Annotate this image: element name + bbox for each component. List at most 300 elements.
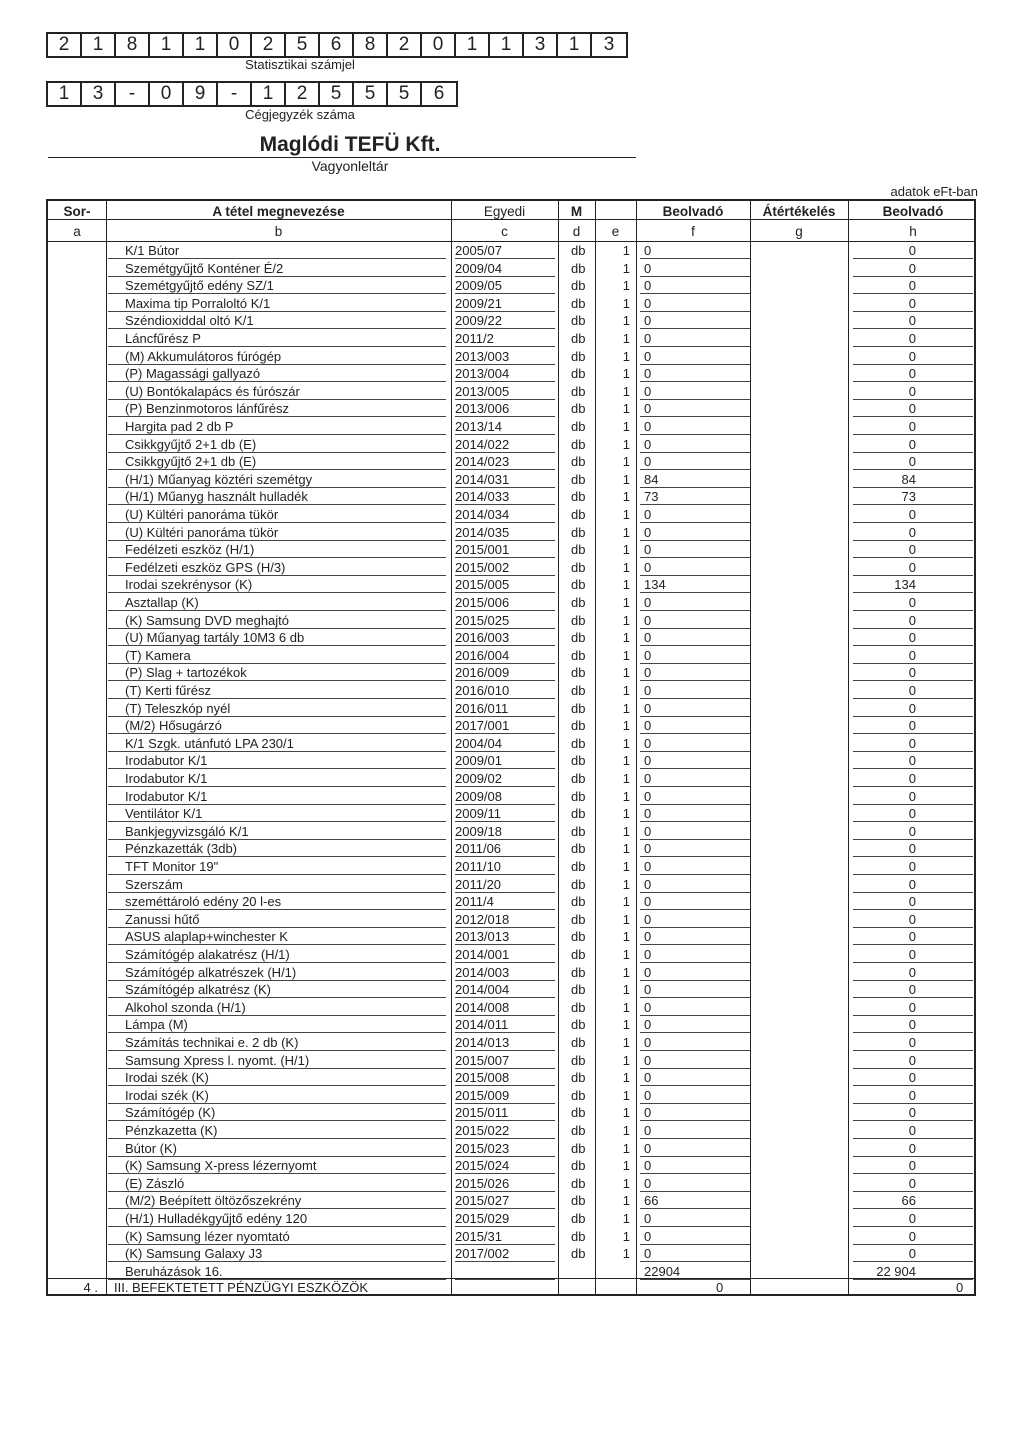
item-unit: db [571,612,586,628]
item-name: (T) Kamera [125,647,191,663]
item-qty: 1 [622,383,630,399]
item-merged-total: 0 [908,313,916,329]
reg-digit: 2 [286,83,320,105]
item-unit: db [571,806,586,822]
item-merged-value: 0 [644,929,652,945]
table-row [48,453,974,471]
reg-digit: - [218,83,252,105]
item-id: 2009/11 [455,806,502,822]
item-qty: 1 [622,823,630,839]
stat-digit: 2 [48,34,82,56]
item-unit: db [571,788,586,804]
item-qty: 1 [622,612,630,628]
item-merged-total: 0 [908,1105,916,1121]
item-qty: 1 [622,243,630,258]
reg-digit: 1 [252,83,286,105]
item-name: Számítógép alkatrészek (H/1) [125,964,297,980]
table-row [48,1245,974,1263]
item-qty: 1 [622,1193,630,1209]
item-name: Irodabutor K/1 [125,788,208,804]
item-name: (T) Teleszkóp nyél [125,700,231,716]
item-merged-total: 0 [908,260,916,276]
item-unit: db [571,507,586,522]
item-qty: 1 [622,313,630,329]
item-qty: 1 [622,1087,630,1103]
item-unit: db [571,859,586,874]
reg-digit: 0 [150,83,184,105]
table-row [48,735,974,753]
item-merged-total: 0 [908,278,916,294]
item-merged-value: 0 [644,1105,652,1121]
item-qty: 1 [622,577,630,593]
item-unit: db [571,542,586,558]
header-item-name: A tétel megnevezése [212,204,345,219]
item-unit: db [571,348,586,364]
item-name: Irodabutor K/1 [125,771,208,786]
item-merged-total: 0 [908,559,916,575]
table-row [48,664,974,682]
item-merged-value: 0 [644,647,652,663]
item-merged-total: 0 [908,454,916,470]
item-id: 2005/07 [455,243,502,258]
item-id: 2015/001 [455,542,510,558]
stat-digit: 1 [82,34,116,56]
item-unit: db [571,982,586,998]
table-row [48,946,974,964]
item-merged-value: 0 [644,911,652,927]
item-unit: db [571,295,586,311]
table-row [48,823,974,841]
item-id: 2014/004 [455,982,510,998]
item-name: Szemétgyűjtő edény SZ/1 [125,278,274,294]
item-merged-total: 0 [908,718,916,734]
item-unit: db [571,419,586,434]
item-name: (P) Slag + tartozékok [125,665,247,681]
item-qty: 1 [622,401,630,417]
item-id: 2009/05 [455,278,502,294]
item-unit: db [571,1052,586,1068]
item-name: Számítás technikai e. 2 db (K) [125,1035,299,1050]
item-name: Samsung Xpress l. nyomt. (H/1) [125,1052,310,1068]
item-merged-value: 0 [644,735,652,751]
reg-digit: - [116,83,150,105]
table-row [48,1192,974,1210]
stat-digit: 1 [558,34,592,56]
item-name: Számítógép alakatrész (H/1) [125,947,290,962]
item-name: (K) Samsung lézer nyomtató [125,1228,290,1244]
item-merged-value: 0 [644,823,652,839]
item-unit: db [571,260,586,276]
item-merged-total: 84 [901,471,916,487]
item-qty: 1 [622,507,630,522]
table-row [48,717,974,735]
item-unit: db [571,929,586,945]
inventory-table [46,199,976,1296]
item-merged-value: 0 [644,436,652,452]
item-qty: 1 [622,894,630,910]
item-name: Bankjegyvizsgáló K/1 [125,823,249,839]
table-row [48,1087,974,1105]
item-unit: db [571,595,586,610]
item-unit: db [571,700,586,716]
item-unit: db [571,1070,586,1086]
item-name: Asztallap (K) [125,595,199,610]
item-name: Csikkgyűjtő 2+1 db (E) [125,454,257,470]
item-merged-total: 0 [908,841,916,857]
item-id: 2016/003 [455,630,510,646]
item-id: 2015/029 [455,1211,510,1226]
stat-digit: 3 [603,34,615,55]
item-merged-value: 0 [644,753,652,769]
item-merged-value: 0 [644,559,652,575]
item-qty: 1 [622,735,630,751]
item-merged-value: 22904 [644,1263,681,1279]
item-merged-total: 134 [894,577,916,593]
item-merged-value: 0 [644,507,652,522]
item-qty: 1 [622,700,630,716]
item-merged-value: 0 [644,1158,652,1174]
item-qty: 1 [622,542,630,558]
item-merged-value: 0 [644,419,652,434]
table-row [48,700,974,718]
table-row [48,471,974,489]
item-unit: db [571,876,586,892]
item-unit: db [571,366,586,382]
statistical-number-boxes [46,32,628,58]
item-merged-total: 0 [908,366,916,382]
item-name: Fedélzeti eszköz (H/1) [125,542,255,558]
item-merged-value: 0 [644,718,652,734]
table-row [48,1140,974,1158]
item-id: 2009/04 [455,260,502,276]
item-qty: 1 [622,1228,630,1244]
item-unit: db [571,524,586,540]
letter-e: e [611,224,620,239]
item-unit: db [571,823,586,839]
item-id: 2017/002 [455,1246,510,1262]
item-id: 2014/011 [455,1017,509,1033]
item-qty: 1 [622,718,630,734]
item-merged-total: 0 [908,331,916,346]
table-row [48,999,974,1017]
item-merged-value: 0 [644,1087,652,1103]
item-unit: db [571,999,586,1015]
letter-g: g [795,224,803,239]
item-qty: 1 [622,471,630,487]
item-unit: db [571,665,586,681]
item-merged-total: 0 [908,753,916,769]
item-name: (U) Bontókalapács és fúrószár [125,383,300,399]
item-unit: db [571,771,586,786]
item-merged-value: 84 [644,471,659,487]
reg-digit: 3 [82,83,116,105]
item-id: 2009/08 [455,788,502,804]
item-merged-value: 0 [644,243,652,258]
item-unit: db [571,401,586,417]
item-name: (P) Magassági gallyazó [125,366,261,382]
item-id: 2014/013 [455,1035,510,1050]
item-merged-value: 0 [644,454,652,470]
item-id: 2011/06 [455,841,502,857]
item-id: 2014/022 [455,436,510,452]
table-row [48,541,974,559]
item-merged-value: 0 [644,612,652,628]
item-id: 2013/14 [455,419,502,434]
table-row [48,436,974,454]
table-row [48,400,974,418]
item-name: szeméttároló edény 20 l-es [125,894,282,910]
item-id: 2015/006 [455,595,510,610]
item-id: 2013/003 [455,348,510,364]
table-row [48,928,974,946]
item-merged-value: 0 [644,999,652,1015]
item-qty: 1 [622,1158,630,1174]
item-merged-total: 0 [908,876,916,892]
item-qty: 1 [622,806,630,822]
item-merged-value: 0 [644,841,652,857]
item-qty: 1 [622,841,630,857]
stat-digit: 1 [184,34,218,56]
item-merged-value: 0 [644,524,652,540]
item-merged-value: 0 [644,1246,652,1262]
item-qty: 1 [622,859,630,874]
stat-digit: 2 [388,34,422,56]
item-merged-total: 0 [908,1052,916,1068]
item-qty: 1 [622,630,630,646]
item-merged-value: 0 [644,595,652,610]
item-unit: db [571,647,586,663]
item-unit: db [571,278,586,294]
item-merged-total: 0 [908,929,916,945]
header-unit: M [570,204,583,219]
table-row [48,348,974,366]
item-id: 2012/018 [455,911,510,927]
table-row [48,576,974,594]
item-id: 2011/2 [455,331,494,346]
item-merged-total: 0 [908,348,916,364]
item-merged-total: 0 [908,295,916,311]
item-merged-total: 0 [908,1246,916,1262]
item-unit: db [571,383,586,399]
stat-digit: 8 [354,34,388,56]
item-merged-value: 0 [644,401,652,417]
item-name: (U) Kültéri panoráma tükör [125,507,279,522]
item-merged-total: 0 [908,436,916,452]
item-id: 2014/003 [455,964,510,980]
item-id: 2013/013 [455,929,510,945]
item-merged-total: 0 [908,964,916,980]
table-row [48,1157,974,1175]
item-merged-total: 0 [908,1228,916,1244]
item-unit: db [571,630,586,646]
item-qty: 1 [622,999,630,1015]
item-id: 2013/006 [455,401,510,417]
item-id: 2016/011 [455,700,509,716]
item-merged-value: 0 [644,771,652,786]
item-name: K/1 Szgk. utánfutó LPA 230/1 [125,735,294,751]
item-name: Beruházások 16. [125,1263,223,1279]
item-name: Pénzkazetta (K) [125,1123,218,1138]
item-unit: db [571,489,586,505]
table-row [48,524,974,542]
item-merged-value: 0 [644,1017,652,1033]
item-qty: 1 [622,419,630,434]
reg-digit: 6 [433,83,445,104]
stat-digit: 1 [456,34,490,56]
table-row [48,840,974,858]
item-qty: 1 [622,647,630,663]
item-qty: 1 [622,1052,630,1068]
footer-row [48,1279,974,1297]
table-row [48,629,974,647]
item-unit: db [571,1193,586,1209]
item-unit: db [571,683,586,698]
item-merged-total: 0 [908,859,916,874]
item-name: K/1 Bútor [125,243,180,258]
item-merged-value: 0 [644,1035,652,1050]
item-qty: 1 [622,278,630,294]
table-row [48,1034,974,1052]
item-name: (P) Benzinmotoros lánfűrész [125,401,290,417]
item-unit: db [571,1175,586,1191]
item-name: Fedélzeti eszköz GPS (H/3) [125,559,286,575]
item-name: Ventilátor K/1 [125,806,203,822]
table-row [48,1210,974,1228]
letter-h: h [909,224,917,239]
stat-digit: 2 [252,34,286,56]
item-merged-value: 0 [644,278,652,294]
item-merged-total: 0 [908,982,916,998]
table-row [48,752,974,770]
item-qty: 1 [622,771,630,786]
item-qty: 1 [622,559,630,575]
item-name: (H/1) Műanyg használt hulladék [125,489,308,505]
item-merged-value: 0 [644,260,652,276]
item-qty: 1 [622,911,630,927]
table-row [48,383,974,401]
table-row [48,858,974,876]
header-sor: Sor- [63,204,91,219]
item-id: 2015/008 [455,1070,510,1086]
letter-b: b [274,224,283,239]
table-row [48,805,974,823]
item-qty: 1 [622,1246,630,1262]
table-row [48,1122,974,1140]
item-merged-value: 0 [644,683,652,698]
item-merged-value: 0 [644,1070,652,1086]
item-merged-value: 0 [644,1228,652,1244]
item-merged-value: 73 [644,489,659,505]
item-id: 2004/04 [455,735,502,751]
table-row [48,893,974,911]
item-id: 2014/035 [455,524,510,540]
item-id: 2014/031 [455,471,510,487]
item-merged-total: 0 [908,999,916,1015]
item-merged-total: 0 [908,1158,916,1174]
item-qty: 1 [622,1035,630,1050]
item-id: 2011/10 [455,859,502,874]
item-name: Irodabutor K/1 [125,753,208,769]
document-subtitle: Vagyonleltár [311,158,389,174]
table-row [48,876,974,894]
item-unit: db [571,1017,586,1033]
item-name: Lámpa (M) [125,1017,188,1033]
table-row [48,506,974,524]
item-merged-value: 0 [644,366,652,382]
stat-digit: 5 [286,34,320,56]
reg-digit: 5 [388,83,422,105]
table-row [48,964,974,982]
table-row [48,277,974,295]
item-merged-total: 73 [901,489,916,505]
company-name: Maglódi TEFÜ Kft. [259,133,441,156]
item-id: 2015/025 [455,612,510,628]
item-unit: db [571,313,586,329]
item-id: 2013/004 [455,366,510,382]
table-row [48,312,974,330]
item-unit: db [571,577,586,593]
item-name: Bútor (K) [125,1140,178,1156]
item-merged-total: 0 [908,806,916,822]
item-merged-total: 0 [908,735,916,751]
item-qty: 1 [622,929,630,945]
stat-digit: 6 [320,34,354,56]
item-merged-total: 0 [908,788,916,804]
table-row [48,559,974,577]
item-merged-value: 0 [644,1175,652,1191]
item-merged-total: 22 904 [876,1263,916,1279]
item-name: Láncfűrész P [125,331,201,346]
item-id: 2009/01 [455,753,502,769]
item-id: 2015/027 [455,1193,510,1209]
item-name: Széndioxiddal oltó K/1 [125,313,254,329]
item-unit: db [571,964,586,980]
item-name: Pénzkazetták (3db) [125,841,238,857]
item-merged-total: 0 [908,630,916,646]
table-row [48,488,974,506]
table-row [48,981,974,999]
units-note: adatok eFt-ban [890,184,978,199]
stat-digit: 1 [150,34,184,56]
item-unit: db [571,1228,586,1244]
header-unique-id: Egyedi [483,204,526,219]
item-merged-value: 0 [644,700,652,716]
stat-digit: 8 [116,34,150,56]
stat-digit: 0 [218,34,252,56]
item-qty: 1 [622,331,630,346]
item-name: (K) Samsung Galaxy J3 [125,1246,263,1262]
item-unit: db [571,331,586,346]
item-name: Hargita pad 2 db P [125,419,234,434]
letter-a: a [73,224,81,239]
item-qty: 1 [622,788,630,804]
header-merged-total: Beolvadó [882,204,944,219]
table-row [48,612,974,630]
item-merged-total: 0 [908,700,916,716]
item-qty: 1 [622,1140,630,1156]
footer-merged-total: 0 [956,1280,964,1295]
item-name: Zanussi hűtő [125,911,200,927]
item-id: 2016/010 [455,683,510,698]
item-merged-value: 0 [644,1140,652,1156]
item-id: 2014/034 [455,507,510,522]
item-id: 2009/02 [455,771,502,786]
reg-digit: 9 [184,83,218,105]
item-merged-total: 0 [908,911,916,927]
item-merged-value: 134 [644,577,666,593]
letter-d: d [572,224,581,239]
item-merged-total: 0 [908,542,916,558]
